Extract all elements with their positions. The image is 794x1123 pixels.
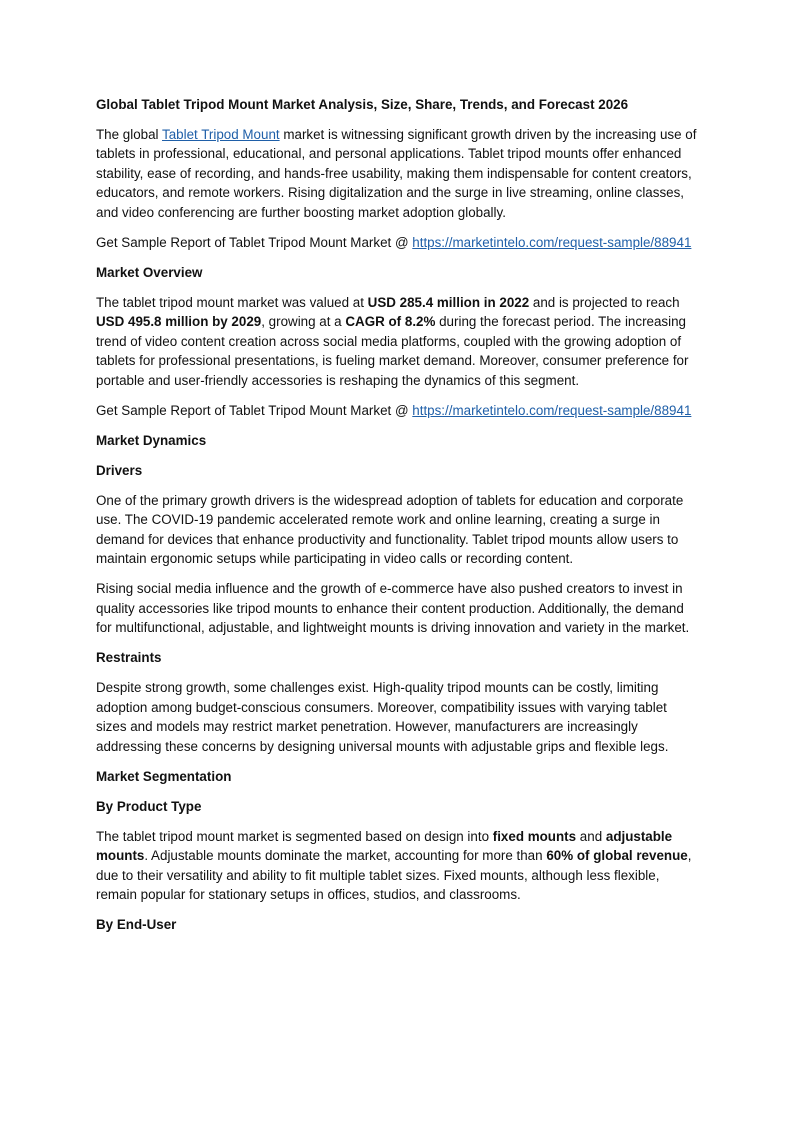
drivers-paragraph-2: Rising social media influence and the growth of e-commerce have also pushed creators to invest in quality accessories like tripod mounts to enhance their content production. Additionally, the demand for multifunctional, adjustable, and lightweight mounts is driving innovation and variety in the market. <box>96 581 690 635</box>
sample-report-link-2[interactable]: https://marketintelo.com/request-sample/88941 <box>412 402 692 418</box>
drivers-paragraph-1: One of the primary growth drivers is the widespread adoption of tablets for education and corporate use. The COVID-19 pandemic accelerated remote work and online learning, creating a surge in demand for devices that enhance productivity and functionality. Tablet tripod mounts allow users to maintain ergonomic setups while participating in video calls or recording content. <box>96 492 684 566</box>
sample-report-text: Get Sample Report of Tablet Tripod Mount Market @ <box>96 234 413 250</box>
market-overview-paragraph <box>96 293 700 391</box>
market-overview-heading: Market Overview <box>96 264 203 280</box>
fixed-mounts-term: fixed mounts <box>492 828 577 844</box>
cagr-value: CAGR of 8.2% <box>345 314 436 329</box>
adjustable-mounts-term: adjustable mounts <box>96 828 673 863</box>
restraints-paragraph: Despite strong growth, some challenges exist. High-quality tripod mounts can be costly, limiting adoption among budget-conscious consumers. Moreover, compatibility issues with varying tablet sizes and models may restrict market penetration. However, manufacturers are increasingly addressing these concerns by designing universal mounts with adjustable grips and flexible legs. <box>96 680 669 754</box>
intro-text-rest: market is witnessing significant growth driven by the increasing use of tablets in professional, educational, and personal applications. Tablet tripod mounts offer enhanced stability, ease of recording, and hands-free usability, making them indispensable for content creators, educators, and remote workers. Rising digitalization and the surge in live streaming, online classes, and video conferencing are further boosting market adoption globally. <box>96 126 697 220</box>
by-product-type-heading: By Product Type <box>96 798 202 814</box>
overview-text: The tablet tripod mount market was valued at <box>96 294 368 310</box>
overview-text: , growing at a <box>261 314 346 329</box>
segmentation-text: and <box>576 828 606 844</box>
market-segmentation-heading: Market Segmentation <box>96 768 232 784</box>
sample-report-text: Get Sample Report of Tablet Tripod Mount Market @ <box>96 402 413 418</box>
product-type-paragraph <box>96 827 700 905</box>
by-end-user-heading: By End-User <box>96 917 177 932</box>
segmentation-text: The tablet tripod mount market is segmented based on design into <box>96 828 493 844</box>
intro-text-start: The global <box>96 126 163 142</box>
document-body <box>96 95 700 945</box>
segmentation-text: . Adjustable mounts dominate the market, accounting for more than <box>144 848 547 863</box>
overview-text: and is projected to reach <box>529 294 680 310</box>
intro-paragraph <box>96 125 700 223</box>
segmentation-text: , due to their versatility and ability to fit multiple tablet sizes. Fixed mounts, although less flexible, remain popular for stationary setups in offices, studios, and classrooms. <box>96 848 692 902</box>
overview-text: during the forecast period. The increasing trend of video content creation across social media platforms, coupled with the growing adoption of tablets for professional presentations, is fueling market demand. Moreover, consumer preference for portable and user-friendly accessories is reshaping the dynamics of this segment. <box>96 314 689 388</box>
tablet-tripod-mount-link[interactable]: Tablet Tripod Mount <box>162 126 280 142</box>
market-value-2022: USD 285.4 million in 2022 <box>367 294 530 310</box>
sample-report-link-1[interactable]: https://marketintelo.com/request-sample/88941 <box>412 234 692 250</box>
drivers-heading: Drivers <box>96 462 143 478</box>
sample-report-line-2 <box>96 401 700 421</box>
revenue-share-value: 60% of global revenue <box>546 848 688 863</box>
document-title: Global Tablet Tripod Mount Market Analysis, Size, Share, Trends, and Forecast 2026 <box>96 97 629 112</box>
sample-report-line-1 <box>96 233 700 253</box>
restraints-heading: Restraints <box>96 650 162 665</box>
market-dynamics-heading: Market Dynamics <box>96 432 207 448</box>
market-value-2029: USD 495.8 million by 2029 <box>96 314 262 329</box>
